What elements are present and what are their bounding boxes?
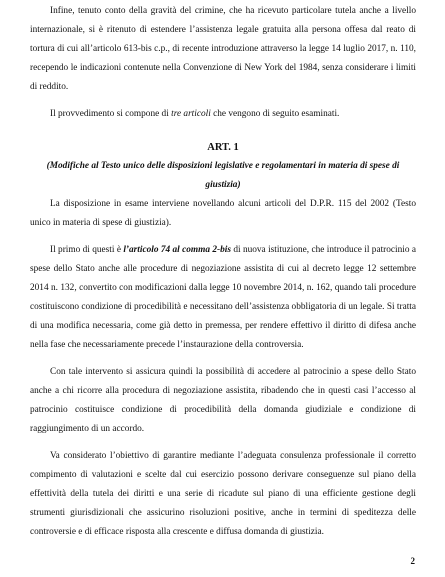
body-paragraph-2 <box>30 241 416 355</box>
intro-paragraph-1: Infine, tenuto conto della gravità del crimine, che ha ricevuto particolare tutela anche a livello internazionale, si è ritenuto di estendere l’assistenza legale gratuita alla persona offesa dal reato di tortura di cui all’articolo 613-bis c.p., di recente introduzione attraverso la legge 14 luglio 2017, n. 110, recependo le indicazioni contenute nella Convenzione di New York del 1984, senza considerare i limiti di reddito. <box>30 6 416 92</box>
body-paragraph-2-start: Il primo di questi è <box>50 245 124 255</box>
intro-paragraph-2-start: Il provvedimento si compone di <box>50 109 172 119</box>
body-paragraph-2-end: di nuova istituzione, che introduce il patrocinio a spese dello Stato anche alle procedure di negoziazione assistita di cui al decreto legge 12 settembre 2014 n. 132, convertito con modificazioni dalla legge 10 novembre 2014, n. 162, quando tali procedure costituiscono condizione di procedibilità e necessitano dell’assistenza obbligatoria di un legale. Si tratta di una modifica necessaria, come già detto in premessa, per rendere effettivo il diritto di difesa anche nella fase che necessariamente precede l’instaurazione della controversia. <box>30 245 416 350</box>
tre-articoli-emphasis: tre articoli <box>171 109 211 119</box>
body-paragraph-3: Con tale intervento si assicura quindi la possibilità di accedere al patrocinio a spese dello Stato anche a chi ricorre alla procedura di negoziazione assistita, ribadendo che in questi casi l’accesso al patrocinio costituisce condizione di procedibilità della domanda giudiziale e condizione di raggiungimento di un accordo. <box>30 367 416 434</box>
intro-paragraph-2 <box>30 105 416 124</box>
intro-paragraph-2-end: che vengono di seguito esaminati. <box>210 109 340 119</box>
article-title: ART. 1 <box>207 142 239 153</box>
body-paragraph-4: Va considerato l’obiettivo di garantire mediante l’adeguata consulenza professionale il corretto compimento di valutazioni e scelte dal cui esercizio possono derivare conseguenze sul piano della effettività della tutela dei diritti e una serie di ricadute sul piano di una efficiente gestione degli strumenti giurisdizionali che assicurino risoluzioni positive, anche in termini di speditezza delle controversie e di efficace risposta alla crescente e diffusa domanda di giustizia. <box>30 451 416 537</box>
articolo-74-emphasis: l’articolo 74 al comma 2-bis <box>123 245 231 255</box>
article-subtitle: (Modifiche al Testo unico delle disposizioni legislative e regolamentari in materia di spese di giustizia) <box>46 161 400 190</box>
page-number: 2 <box>410 556 415 566</box>
text-column <box>30 2 416 542</box>
body-paragraph-1: La disposizione in esame interviene novellando alcuni articoli del D.P.R. 115 del 2002 (Testo unico in materia di spese di giustizia). <box>30 199 416 228</box>
